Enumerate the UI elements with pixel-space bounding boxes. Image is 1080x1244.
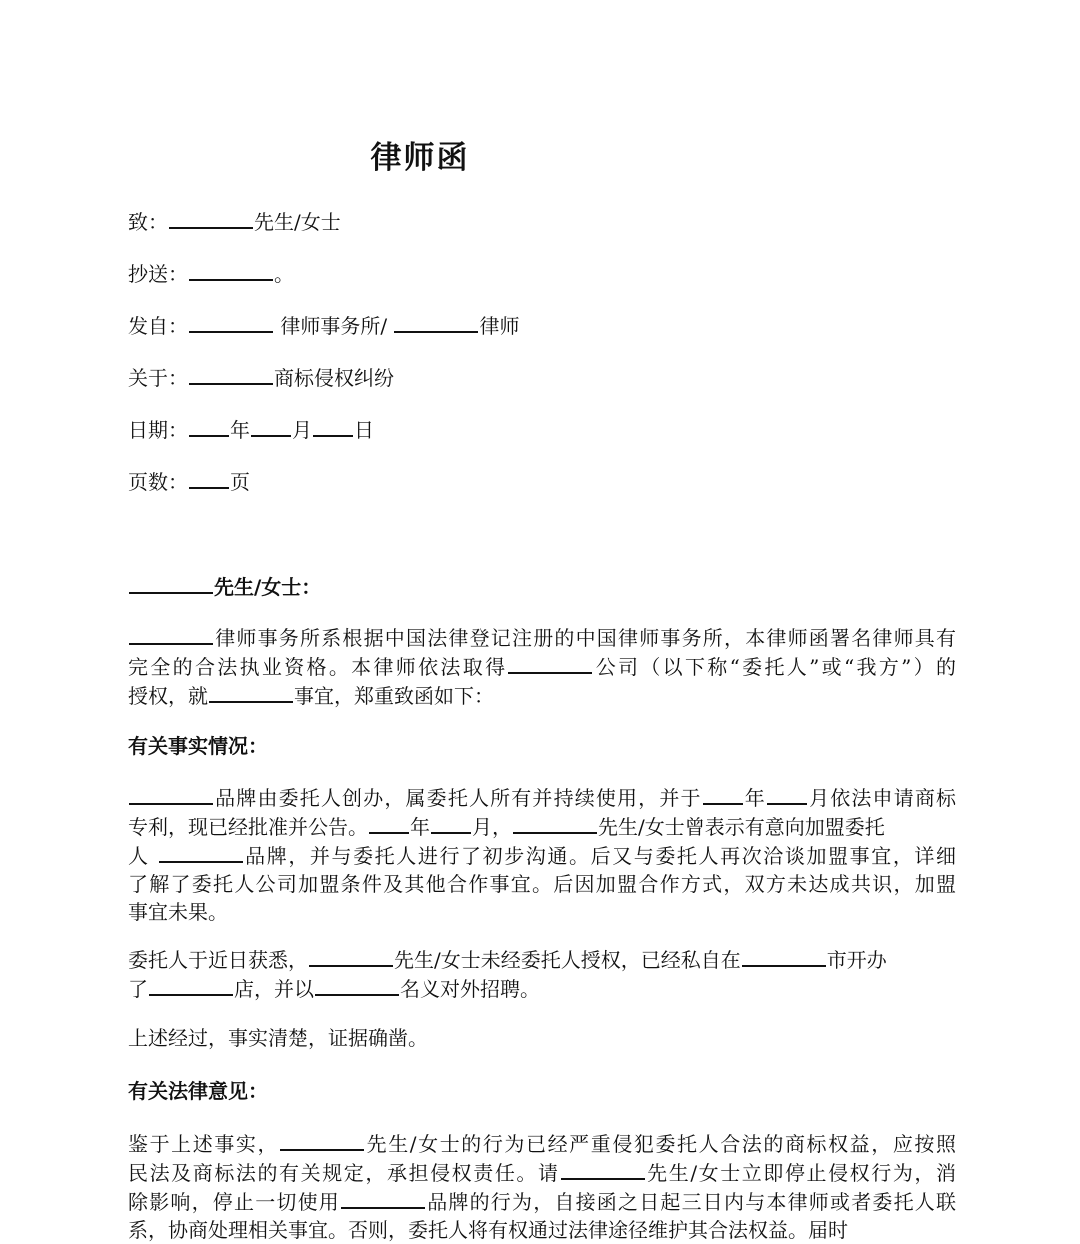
- facts1-text-3b: 品牌，并与委托人进行了初步沟通。后又与委托人再次洽谈加盟事宜，详细: [243, 844, 957, 868]
- intro-text-3b: 事宜，郑重致函如下：: [294, 684, 494, 708]
- salutation: [128, 572, 321, 601]
- date-month-blank: [251, 415, 291, 437]
- to-suffix: 先生/女士: [254, 210, 341, 234]
- facts1-line-5: 事宜未果。: [128, 900, 228, 924]
- facts1-text-3a: 人: [128, 844, 158, 868]
- facts2-text-1c: 市开办: [826, 948, 887, 972]
- cc-suffix: 。: [274, 262, 294, 286]
- facts2-text-2a: 了: [128, 977, 148, 1001]
- document-title: 律师函: [370, 140, 470, 176]
- date-year: 年: [230, 418, 250, 442]
- store-blank: [149, 974, 233, 996]
- legal1-text-1a: 鉴于上述事实，: [128, 1132, 280, 1156]
- date-day: 日: [354, 418, 374, 442]
- date-year-blank: [189, 415, 229, 437]
- re-suffix: 商标侵权纠纷: [274, 366, 394, 390]
- pages-suffix: 页: [230, 470, 250, 494]
- infringer-blank-2: [280, 1129, 364, 1151]
- facts-paragraph-2: [128, 945, 956, 1003]
- facts1-text-1a: 品牌由委托人创办，属委托人所有并持续使用，并于: [214, 786, 702, 810]
- legal1-line-3: [128, 1187, 956, 1216]
- intro-line-2: [128, 652, 956, 681]
- brand-blank-3: [341, 1187, 425, 1209]
- header-to: [128, 207, 341, 236]
- intro-text-1: 律师事务所系根据中国法律登记注册的中国律师事务所，本律师函署名律师具有: [214, 626, 956, 650]
- header-re: [128, 363, 394, 392]
- facts2-text-2c: 名义对外招聘。: [400, 977, 540, 1001]
- from-mid: 律师事务所/: [274, 314, 394, 338]
- re-label: 关于：: [128, 366, 188, 390]
- party-name-blank: [513, 812, 597, 834]
- from-suffix: 律师: [479, 314, 520, 338]
- to-label: 致：: [128, 210, 168, 234]
- facts-heading: 有关事实情况：: [128, 734, 268, 758]
- intro-text-2a: 完全的合法执业资格。本律师依法取得: [128, 655, 508, 679]
- company-blank: [508, 652, 592, 674]
- facts1-text-1c: 月依法申请商标: [807, 786, 957, 810]
- legal1-text-3a: 除影响，停止一切使用: [128, 1190, 340, 1214]
- facts1-line-3: [128, 841, 956, 870]
- contact-year-blank: [369, 812, 409, 834]
- facts1-text-2b: 年: [410, 815, 430, 839]
- legal-paragraph-1: [128, 1129, 956, 1244]
- facts1-text-1b: 年: [743, 786, 766, 810]
- brand-blank: [129, 783, 213, 805]
- facts1-text-2a: 专利，现已经批准并公告。: [128, 815, 368, 839]
- facts1-line-1: [128, 783, 956, 812]
- date-month: 月: [292, 418, 312, 442]
- city-blank: [742, 945, 826, 967]
- facts1-line-2: [128, 812, 956, 841]
- pages-label: 页数：: [128, 470, 188, 494]
- intro-paragraph: [128, 623, 956, 710]
- facts2-line-2: [128, 974, 956, 1003]
- firm-blank: [129, 623, 213, 645]
- infringer-blank: [309, 945, 393, 967]
- contact-month-blank: [431, 812, 471, 834]
- cc-label: 抄送：: [128, 262, 188, 286]
- legal1-line-1: [128, 1129, 956, 1158]
- intro-line-1: [128, 623, 956, 652]
- legal1-text-1b: 先生/女士的行为已经严重侵犯委托人合法的商标权益，应按照: [365, 1132, 957, 1156]
- salutation-blank: [129, 572, 213, 594]
- legal-heading: 有关法律意见：: [128, 1079, 268, 1103]
- re-blank: [189, 363, 273, 385]
- apply-year-blank: [703, 783, 743, 805]
- apply-month-blank: [767, 783, 807, 805]
- intro-text-2b: 公司（以下称“委托人”或“我方”）的: [593, 655, 956, 679]
- header-cc: [128, 259, 294, 288]
- legal1-text-2a: 民法及商标法的有关规定，承担侵权责任。请: [128, 1161, 560, 1185]
- legal1-line-4: 系，协商处理相关事宜。否则，委托人将有权通过法律途径维护其合法权益。届时: [128, 1218, 848, 1242]
- facts2-text-2b: 店，并以: [234, 977, 314, 1001]
- legal1-text-2b: 先生/女士立即停止侵权行为，消: [645, 1161, 956, 1185]
- facts1-line-4: 了解了委托人公司加盟条件及其他合作事宜。后因加盟合作方式，双方未达成共识，加盟: [128, 872, 956, 896]
- from-label: 发自：: [128, 314, 188, 338]
- header-pages: [128, 467, 250, 496]
- infringer-blank-3: [561, 1158, 645, 1180]
- to-blank: [169, 207, 253, 229]
- intro-line-3: [128, 681, 956, 710]
- header-date: [128, 415, 374, 444]
- from-lawyer-blank: [394, 311, 478, 333]
- facts2-line-1: [128, 945, 956, 974]
- facts1-text-2d: 先生/女士曾表示有意向加盟委托: [598, 815, 885, 839]
- cc-blank: [189, 259, 273, 281]
- facts-paragraph-1: [128, 783, 956, 926]
- intro-text-3a: 授权，就: [128, 684, 208, 708]
- facts1-text-2c: 月，: [472, 815, 512, 839]
- matter-blank: [209, 681, 293, 703]
- pages-blank: [189, 467, 229, 489]
- salutation-text: 先生/女士：: [214, 575, 322, 599]
- facts2-text-1a: 委托人于近日获悉，: [128, 948, 308, 972]
- date-label: 日期：: [128, 418, 188, 442]
- date-day-blank: [313, 415, 353, 437]
- legal1-text-3b: 品牌的行为，自接函之日起三日内与本律师或者委托人联: [426, 1190, 956, 1214]
- name-blank: [315, 974, 399, 996]
- facts2-text-1b: 先生/女士未经委托人授权，已经私自在: [394, 948, 741, 972]
- legal1-line-2: [128, 1158, 956, 1187]
- from-firm-blank: [189, 311, 273, 333]
- header-from: [128, 311, 519, 340]
- brand-blank-2: [159, 841, 243, 863]
- facts-paragraph-3: 上述经过，事实清楚，证据确凿。: [128, 1026, 428, 1050]
